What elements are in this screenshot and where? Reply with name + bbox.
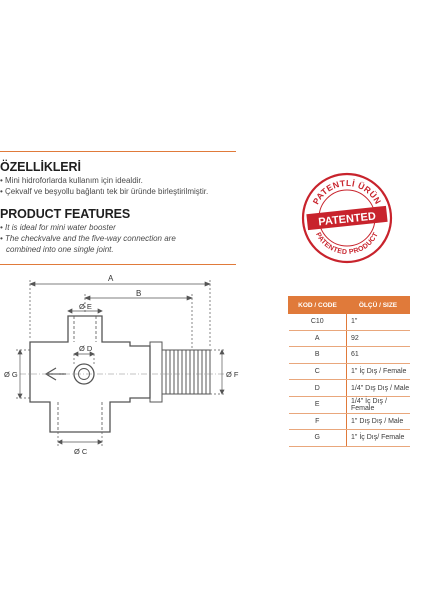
label-d: Ø D	[79, 344, 93, 353]
dimension-b	[85, 294, 192, 350]
row-size: 1" İç Dış/ Female	[347, 430, 410, 447]
label-e: Ø E	[79, 302, 92, 311]
row-code: C10	[289, 314, 347, 331]
label-f: Ø F	[226, 370, 239, 379]
table-row	[289, 363, 410, 380]
bullet-list-tr	[0, 175, 208, 197]
section-title-tr: ÖZELLİKLERİ	[0, 160, 81, 174]
stamp-bottom-text: PATENTED PRODUCT	[314, 231, 380, 257]
bullet-item: • Mini hidroforlarda kullanım için idealdir.	[0, 176, 143, 185]
threaded-end	[150, 342, 210, 402]
table-row	[289, 380, 410, 397]
table-row	[289, 430, 410, 447]
dimension-a	[30, 280, 210, 348]
dimension-f	[210, 350, 226, 394]
stamp-top-text: PATENTLİ ÜRÜN	[310, 177, 384, 206]
row-code: E	[289, 396, 347, 413]
dimension-c	[58, 432, 102, 446]
spec-table	[288, 296, 410, 447]
table-row	[289, 347, 410, 364]
bullet-item: • The checkvalve and the five-way connection are	[0, 234, 176, 243]
row-size: 92	[347, 330, 410, 347]
table-row	[289, 314, 410, 331]
header-size: ÖLÇÜ / SIZE	[347, 297, 410, 314]
row-size: 1"	[347, 314, 410, 331]
stamp-center-text: PATENTED	[317, 210, 377, 229]
label-a: A	[108, 274, 114, 283]
row-size: 1" Dış Dış / Male	[347, 413, 410, 430]
row-code: C	[289, 363, 347, 380]
bullet-item: combined into one single joint.	[6, 245, 114, 254]
svg-text:PATENTED PRODUCT	[314, 231, 380, 256]
row-code: F	[289, 413, 347, 430]
row-code: G	[289, 430, 347, 447]
row-code: D	[289, 380, 347, 397]
label-b: B	[136, 289, 142, 298]
bullet-item: • It is ideal for mini water booster	[0, 223, 116, 232]
label-c: Ø C	[74, 447, 88, 456]
row-size: 1/4" İç Dış / Female	[347, 396, 410, 413]
bullet-list-en	[0, 222, 176, 255]
section-divider-en	[0, 264, 236, 265]
section-title-en: PRODUCT FEATURES	[0, 207, 131, 221]
header-code: KOD / CODE	[289, 297, 347, 314]
patented-stamp	[299, 170, 395, 266]
row-size: 61	[347, 347, 410, 364]
row-size: 1/4" Dış Dış / Male	[347, 380, 410, 397]
spec-table-header	[289, 297, 410, 314]
label-g: Ø G	[4, 370, 18, 379]
section-divider-tr	[0, 151, 236, 152]
table-row	[289, 413, 410, 430]
technical-drawing	[0, 270, 280, 470]
row-code: B	[289, 347, 347, 364]
row-size: 1" İç Dış / Female	[347, 363, 410, 380]
bullet-item: • Çekvalf ve beşyollu bağlantı tek bir üründe birleştirilmiştir.	[0, 187, 209, 196]
table-row	[289, 396, 410, 413]
dimension-d	[74, 352, 94, 364]
row-code: A	[289, 330, 347, 347]
table-row	[289, 330, 410, 347]
